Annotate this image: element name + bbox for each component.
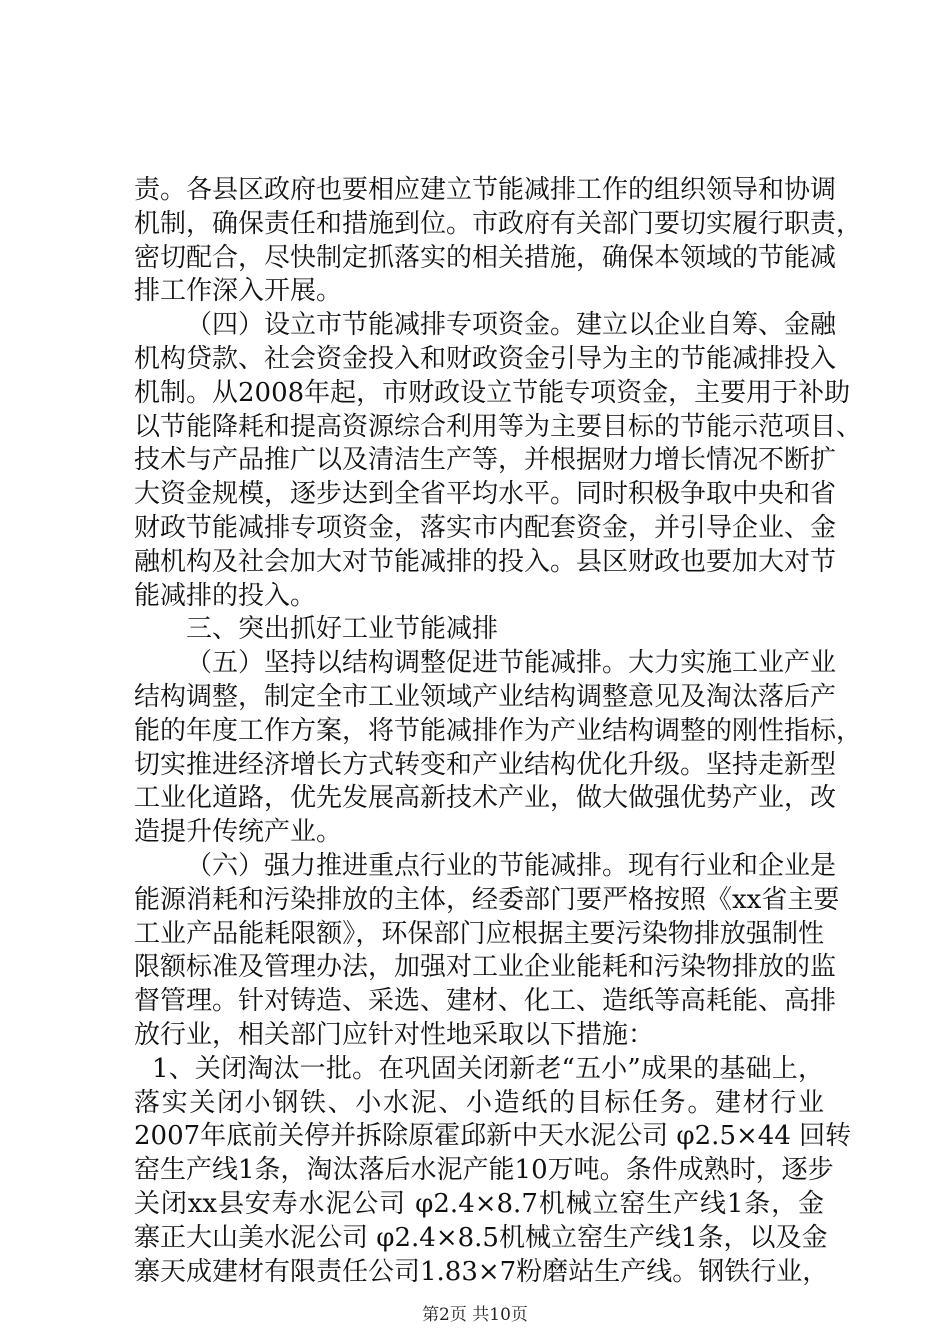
text-line: 工业产品能耗限额》，环保部门应根据主要污染物排放强制性 [134,918,824,949]
text-line: 责。各县区政府也要相应建立节能减排工作的组织领导和协调 [134,175,837,205]
text-line: 技术与产品推广以及清洁生产等，并根据财力增长情况不断扩 [134,445,837,476]
text-line: 切实推进经济增长方式转变和产业结构优化升级。坚持走新型 [134,749,837,780]
text-line: 能源消耗和污染排放的主体，经委部门要严格按照《xx省主要 [134,884,840,915]
page-footer: 第2页 共10页 [422,1305,528,1325]
text-line: （四）设立市节能减排专项资金。建立以企业自筹、金融 [186,310,837,341]
text-line: 关闭xx县安寿水泥公司 φ2.4×8.7机械立窑生产线1条，金 [134,1188,824,1219]
text-line: （六）强力推进重点行业的节能减排。现有行业和企业是 [186,850,837,881]
text-line: 三、突出抓好工业节能减排 [186,614,499,645]
text-line: 大资金规模，逐步达到全省平均水平。同时积极争取中央和省 [134,479,837,510]
text-line: 落实关闭小钢铁、小水泥、小造纸的目标任务。建材行业 [134,1087,824,1118]
text-line: 2007年底前关停并拆除原霍邱新中天水泥公司 φ2.5×44 回转 [134,1121,852,1152]
text-line: 督管理。针对铸造、采选、建材、化工、造纸等高耗能、高排 [134,986,837,1017]
text-line: 窑生产线1条，淘汰落后水泥产能10万吨。条件成熟时，逐步 [134,1155,834,1186]
text-line: 机制。从2008年起，市财政设立节能专项资金，主要用于补助 [134,377,851,408]
text-line: 1、关闭淘汰一批。在巩固关闭新老“五小”成果的基础上， [152,1053,824,1084]
text-line: 造提升传统产业。 [134,817,343,848]
document-body [134,174,863,1289]
text-line: 能的年度工作方案，将节能减排作为产业结构调整的刚性指标， [134,715,863,746]
text-line: 工业化道路，优先发展高新技术产业，做大做强优势产业，改 [134,783,837,814]
text-line: 以节能降耗和提高资源综合利用等为主要目标的节能示范项目、 [134,411,863,442]
text-line: 结构调整，制定全市工业领域产业结构调整意见及淘汰落后产 [134,681,837,712]
text-line: 机构贷款、社会资金投入和财政资金引导为主的节能减排投入 [134,343,837,374]
text-line: 限额标准及管理办法，加强对工业企业能耗和污染物排放的监 [134,952,837,983]
text-line: 财政节能减排专项资金，落实市内配套资金，并引导企业、金 [134,512,837,543]
text-line: 机制，确保责任和措施到位。市政府有关部门要切实履行职责， [134,208,863,239]
text-line: 能减排的投入。 [134,580,317,611]
text-line: （五）坚持以结构调整促进节能减排。大力实施工业产业 [186,648,837,679]
text-line: 寨正大山美水泥公司 φ2.4×8.5机械立窑生产线1条，以及金 [134,1222,828,1253]
text-line: 放行业，相关部门应针对性地采取以下措施： [134,1019,655,1050]
text-line: 排工作深入开展。 [134,276,343,307]
text-line: 融机构及社会加大对节能减排的投入。县区财政也要加大对节 [134,546,837,577]
text-line: 寨天成建材有限责任公司1.83×7粉磨站生产线。钢铁行业， [134,1256,829,1287]
text-line: 密切配合，尽快制定抓落实的相关措施，确保本领域的节能减 [134,242,837,273]
